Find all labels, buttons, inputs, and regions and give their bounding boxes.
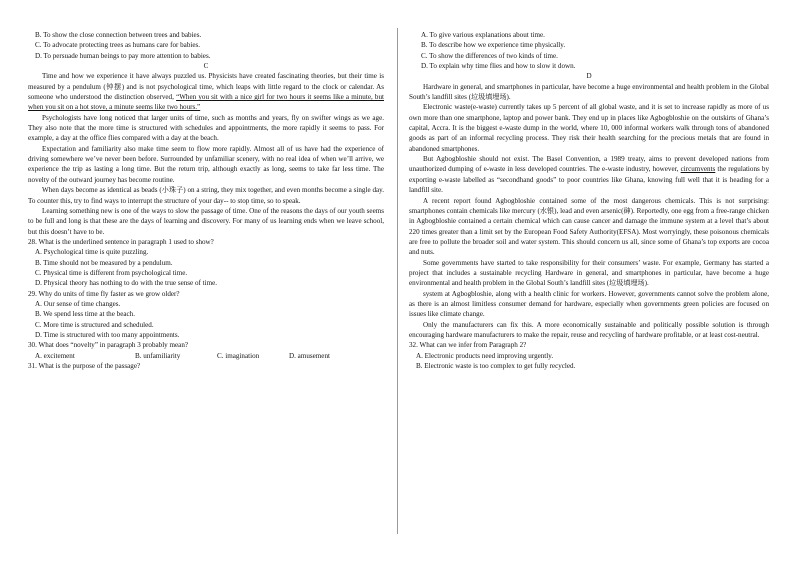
option: C. imagination	[217, 351, 260, 360]
paragraph: Expectation and familiarity also make time seem to flow more rapidly. Almost all of us have had the experience of driving somewhere we’ve never been before. Surrounded by unfamiliar scenery, with no real idea of when we’ll arrive, we experience the trip as lasting a long time. But the return trip, although exactly as long, seems to take far less time. The novelty of the outward journey has become routine.	[28, 144, 384, 184]
option-line: A. Electronic products need improving urgently.	[416, 351, 554, 360]
option: B. unfamiliarity	[135, 351, 181, 360]
paragraph: When days become as identical as beads (小珠子) on a string, they mix together, and even months become a single day. To counter this, try to find ways to interrupt the structure of your day-- to stop time, so to speak.	[28, 186, 384, 205]
paragraph: system at Agbogbloshie, along with a health clinic for workers. However, governments cannot solve the problem alone, as there is an almost limitless consumer demand for hardware, especially when governments green policies are focused on issues like climate change.	[409, 289, 769, 319]
paragraph: Some governments have started to take responsibility for their consumers’ waste. For example, Germany has started a project that includes a sustainable recycling Hardware in general, and smartphones in particular, have become a huge environmental and health problem in the Global South’s landfill sites (垃圾填埋场).	[409, 258, 769, 288]
option-line: C. Physical time is different from psychological time.	[35, 268, 188, 277]
passage-heading: D	[586, 72, 592, 81]
option-line: D. To explain why time flies and how to slow it down.	[421, 62, 576, 71]
option-line: C. To advocate protecting trees as humans care for babies.	[35, 41, 201, 50]
option-line: B. We spend less time at the beach.	[35, 310, 135, 319]
paragraph: A recent report found Agbogbloshie contained some of the most dangerous chemicals. This is not surprising: smartphones contain chemicals like mercury (水银), lead and even arsenic(砷). Reportedly, one egg from a free-range chicken in Agbogbloshie contained a certain chemical which can cause cancer and damage the immune system at a level that’s about 220 times greater than a limit set by the European Food Safety Authority(EFSA). Most worryingly, these poisonous chemicals are free to pollute the broader soil and water system. This should concern us all, since some of Ghana’s top exports are cocoa and nuts.	[409, 196, 769, 257]
paragraph-text: But Agbogbloshie should not exist. The Basel Convention, a 1989 treaty, aims to prevent developed nations from unauthorized dumping of e-waste in less developed countries. The e-waste industry, however,	[409, 155, 769, 174]
option-line: C. To show the differences of two kinds of time.	[421, 51, 558, 60]
option-line: B. To describe how we experience time physically.	[421, 41, 566, 50]
question-stem: 31. What is the purpose of the passage?	[28, 362, 141, 370]
option-line: C. More time is structured and scheduled.	[35, 320, 154, 329]
underlined-sentence: “When you sit with a nice girl for two hours it seems like a minute, but when you sit on a hot stove, a minute seems like two hours.”	[28, 93, 384, 112]
paragraph	[409, 154, 769, 195]
option-line: D. Time is structured with too many appointments.	[35, 330, 180, 339]
paragraph	[28, 71, 384, 112]
option-line: B. Electronic waste is too complex to get fully recycled.	[416, 362, 576, 370]
right-column	[409, 30, 769, 371]
paragraph: Learning something new is one of the ways to slow the passage of time. One of the reasons the days of our youth seems to be full and long is that these are the days of learning and discovery. For many of us learning ends when we leave school, but this doesn’t have to be.	[28, 206, 384, 236]
inline-options	[28, 351, 384, 361]
option: D. amusement	[289, 351, 330, 360]
paragraph: Electronic waste(e-waste) currently takes up 5 percent of all global waste, and it is set to increase rapidly as more of us own more than one smartphone, laptop and power bank. They end up in places like Agbogbloshie on the outskirts of Ghana’s capital, Accra. It is the biggest e-waste dump in the world, where 10, 000 informal workers walk through tons of abandoned goods as part of an informal recycling process. They risk their health searching for the precious metals that are found in abandoned smartphones.	[409, 103, 769, 153]
column-divider	[397, 28, 398, 534]
underlined-word: circumvents	[680, 165, 716, 174]
option: A. excitement	[35, 351, 75, 360]
passage-heading: C	[203, 62, 209, 71]
option-line: A. To give various explanations about time.	[421, 31, 545, 39]
option-line: D. Physical theory has nothing to do with the true sense of time.	[35, 279, 218, 288]
option-line: D. To persuade human beings to pay more attention to babies.	[35, 51, 211, 60]
option-line: A. Psychological time is quite puzzling.	[35, 248, 149, 257]
left-column	[28, 30, 384, 371]
option-line: B. To show the close connection between trees and babies.	[35, 31, 202, 39]
option-line: B. Time should not be measured by a pendulum.	[35, 258, 173, 267]
question-stem: 29. Why do units of time fly faster as we grow older?	[28, 289, 180, 298]
paragraph: Only the manufacturers can fix this. A more economically sustainable and politically possible solution is through encouraging hardware manufacturers to make the repair, reuse and recycling of hardware profitable, or at least cost-neutral.	[409, 320, 769, 339]
question-stem: 32. What can we infer from Paragraph 2?	[409, 341, 527, 350]
option-line: A. Our sense of time changes.	[35, 299, 121, 308]
question-stem: 30. What does “novelty” in paragraph 3 probably mean?	[28, 341, 189, 350]
question-stem: 28. What is the underlined sentence in paragraph 1 used to show?	[28, 237, 214, 246]
paragraph-text: the regulations by exporting e-waste labelled as “secondhand goods” to poor countries like Ghana, knowing full well that it is heading for a landfill site.	[409, 165, 769, 195]
paragraph: Psychologists have long noticed that larger units of time, such as months and years, fly on swifter wings as we age. They also note that the more time is structured with schedules and appointments, the more rapidly it seems to pass. For example, a day at the office flies compared with a day at the beach.	[28, 113, 384, 143]
paragraph: Hardware in general, and smartphones in particular, have become a huge environmental and health problem in the Global South’s landfill sites (垃圾填埋场).	[409, 82, 769, 102]
paragraph-text: Time and how we experience it have always puzzled us. Physicists have created fascinating theories, but their time is measured by a pendulum (钟摆) and is not psychological time, which leaps with little regard to the clock or calendar. As someone who understood the distinction observed,	[28, 72, 384, 102]
